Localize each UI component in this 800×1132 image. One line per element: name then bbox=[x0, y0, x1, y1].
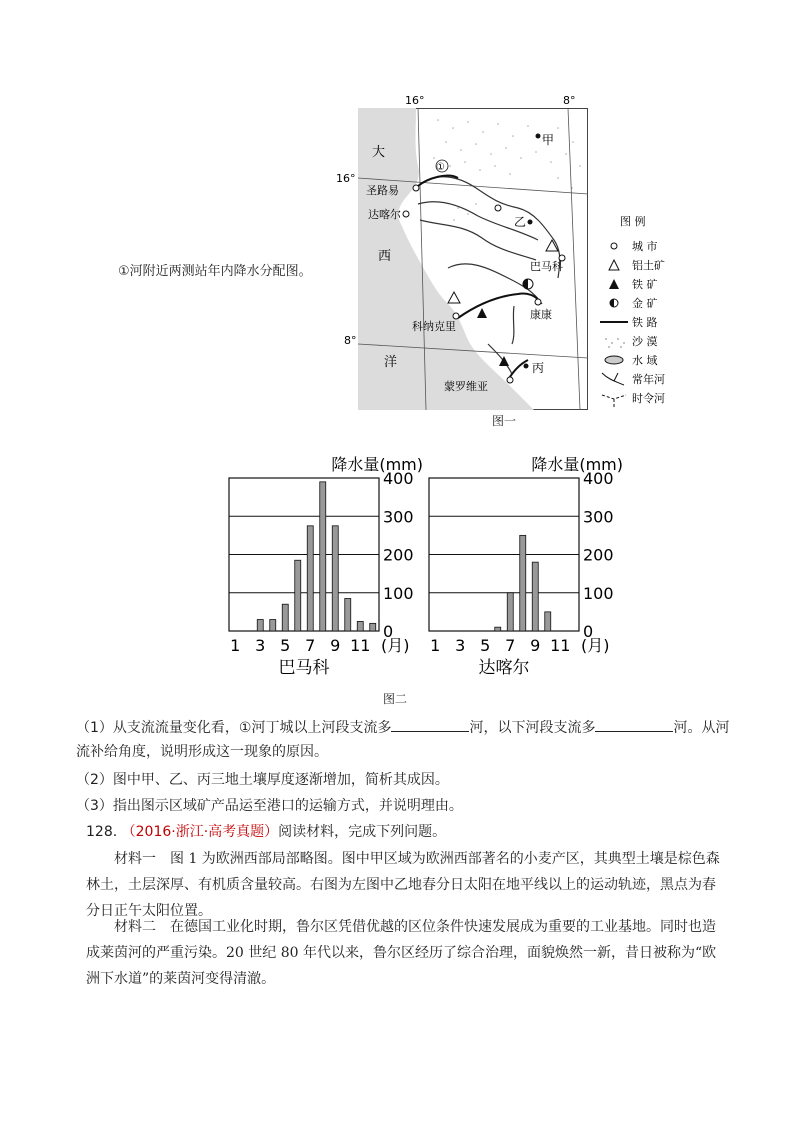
bar-6 bbox=[495, 627, 501, 631]
question-3: （3）指出图示区域矿产品运至港口的运输方式，并说明理由。 bbox=[76, 798, 463, 814]
figure-one-caption: 图一 bbox=[492, 414, 517, 428]
x-tick-label: 9 bbox=[330, 636, 341, 655]
x-tick-label: 9 bbox=[530, 636, 541, 655]
legend-label: 铁 矿 bbox=[632, 278, 658, 291]
x-tick-label: 7 bbox=[505, 636, 516, 655]
seasonal-river-icon bbox=[602, 395, 626, 407]
bar-8 bbox=[320, 482, 326, 631]
bar-10 bbox=[545, 612, 551, 631]
map-legend bbox=[600, 215, 690, 419]
precipitation-charts bbox=[212, 445, 623, 685]
x-tick-label: 11 bbox=[350, 636, 371, 655]
west-africa-map bbox=[336, 94, 588, 410]
chart-title: 巴马科 bbox=[278, 658, 330, 678]
y-tick-label: 400 bbox=[383, 469, 414, 488]
y-tick-label: 0 bbox=[383, 622, 394, 641]
sea-label-xi: 西 bbox=[378, 249, 392, 264]
bauxite-triangle-icon bbox=[609, 260, 619, 270]
bar-9 bbox=[532, 562, 538, 631]
question-source-link[interactable]: （2016·浙江·高考真题） bbox=[121, 824, 279, 840]
bar-6 bbox=[295, 560, 301, 631]
y-tick-label: 0 bbox=[583, 622, 594, 641]
x-tick-label: 1 bbox=[230, 636, 241, 655]
map-lon-8-label: 8° bbox=[563, 94, 576, 107]
question-1-part1: （1）从支流流量变化看，①河丁城以上河段支流多 bbox=[76, 720, 392, 736]
iron-triangle-icon bbox=[609, 279, 619, 289]
bar-11 bbox=[357, 621, 363, 631]
perennial-river-icon bbox=[602, 373, 624, 385]
x-axis-unit: (月) bbox=[381, 636, 410, 655]
map-lat-8-label: 8° bbox=[344, 334, 357, 347]
question-2: （2）图中甲、乙、丙三地土壤厚度逐渐增加，简析其成因。 bbox=[76, 772, 449, 788]
city-conakry-label: 科纳克里 bbox=[412, 320, 456, 333]
y-tick-label: 300 bbox=[383, 507, 414, 527]
y-tick-label: 100 bbox=[583, 583, 614, 603]
bar-7 bbox=[307, 526, 313, 631]
material-one-text: 材料一 图 1 为欧洲西部局部略图。图中甲区域为欧洲西部著名的小麦产区，其典型土壤是棕色森林土，土层深厚、有机质含量较高。右图为左图中乙地春分日太阳在地平线以上的运动轨迹，黑点为春分日正午太阳位置。 bbox=[86, 851, 720, 919]
y-tick-label: 200 bbox=[383, 545, 414, 565]
question-1-part3: 河。从河 bbox=[673, 720, 730, 736]
map-lat-16-label: 16° bbox=[336, 172, 356, 185]
place-yi-label: 乙 bbox=[514, 215, 527, 229]
bar-7 bbox=[507, 593, 513, 631]
gold-marker bbox=[523, 279, 533, 289]
map-lon-16-label: 16° bbox=[405, 94, 425, 107]
water-oval-icon bbox=[605, 356, 623, 364]
sea-label-da: 大 bbox=[372, 145, 386, 160]
legend-label: 水 域 bbox=[632, 354, 658, 367]
bar-9 bbox=[332, 526, 338, 631]
bar-3 bbox=[257, 620, 263, 631]
bar-4 bbox=[270, 620, 276, 631]
place-bing-label: 丙 bbox=[532, 361, 545, 375]
question-1-part2: 河，以下河段支流多 bbox=[469, 720, 596, 736]
bar-5 bbox=[282, 604, 288, 631]
gold-halfcircle-icon bbox=[610, 299, 618, 307]
question-128-heading bbox=[86, 820, 446, 844]
legend-label: 时令河 bbox=[632, 392, 665, 405]
legend-label: 城 市 bbox=[632, 240, 658, 253]
x-tick-label: 7 bbox=[305, 636, 316, 655]
question-instruction: 阅读材料，完成下列问题。 bbox=[278, 824, 447, 840]
city-kankan-label: 康康 bbox=[530, 308, 552, 321]
river-one-label: ① bbox=[436, 162, 445, 173]
city-saint-louis-label: 圣路易 bbox=[366, 184, 399, 197]
legend-label: 沙 漠 bbox=[632, 335, 658, 348]
y-tick-label: 100 bbox=[383, 583, 414, 603]
question-1-line-1 bbox=[76, 716, 729, 740]
x-tick-label: 11 bbox=[550, 636, 571, 655]
question-1-line-2: 流补给角度，说明形成这一现象的原因。 bbox=[76, 744, 328, 760]
x-tick-label: 1 bbox=[430, 636, 441, 655]
material-one bbox=[86, 846, 726, 924]
legend-label: 铁 路 bbox=[632, 316, 658, 329]
y-axis-label: 降水量(mm) bbox=[331, 455, 423, 474]
legend-title: 图 例 bbox=[620, 215, 646, 228]
place-jia-label: 甲 bbox=[542, 133, 555, 147]
answer-blank-2[interactable] bbox=[595, 717, 673, 732]
y-tick-label: 400 bbox=[583, 469, 614, 488]
figure-two-caption: 图二 bbox=[383, 692, 408, 706]
x-tick-label: 5 bbox=[280, 636, 291, 655]
desert-dots-icon bbox=[605, 338, 625, 348]
legend-label: 常年河 bbox=[632, 373, 665, 386]
x-tick-label: 3 bbox=[455, 636, 466, 655]
x-axis-unit: (月) bbox=[581, 636, 610, 655]
x-tick-label: 5 bbox=[480, 636, 491, 655]
bar-8 bbox=[520, 535, 526, 631]
legend-label: 铝土矿 bbox=[632, 259, 665, 272]
sea-label-yang: 洋 bbox=[384, 355, 398, 370]
y-axis-label: 降水量(mm) bbox=[531, 455, 623, 474]
figure-intro-caption: ①河附近两测站年内降水分配图。 bbox=[118, 264, 312, 279]
bar-10 bbox=[345, 598, 351, 631]
dakar-chart bbox=[429, 455, 623, 678]
answer-blank-1[interactable] bbox=[391, 717, 469, 732]
city-circle-icon bbox=[611, 243, 617, 249]
city-bamako-label: 巴马科 bbox=[530, 260, 563, 273]
material-two bbox=[86, 914, 726, 992]
legend-label: 金 矿 bbox=[632, 297, 658, 310]
y-tick-label: 300 bbox=[583, 507, 614, 527]
city-monrovia-label: 蒙罗维亚 bbox=[444, 380, 488, 393]
y-tick-label: 200 bbox=[583, 545, 614, 565]
x-tick-label: 3 bbox=[255, 636, 266, 655]
material-two-text: 材料二 在德国工业化时期，鲁尔区凭借优越的区位条件快速发展成为重要的工业基地。同时也造成莱茵河的严重污染。20 世纪 80 年代以来，鲁尔区经历了综合治理，面貌焕然一新，昔日被称为“欧洲下水道”的莱茵河变得清澈。 bbox=[86, 919, 717, 987]
bamako-chart bbox=[229, 455, 423, 678]
city-dakar-label: 达喀尔 bbox=[368, 208, 401, 221]
bar-12 bbox=[370, 623, 376, 631]
chart-title: 达喀尔 bbox=[478, 658, 530, 678]
question-number: 128. bbox=[86, 824, 118, 840]
